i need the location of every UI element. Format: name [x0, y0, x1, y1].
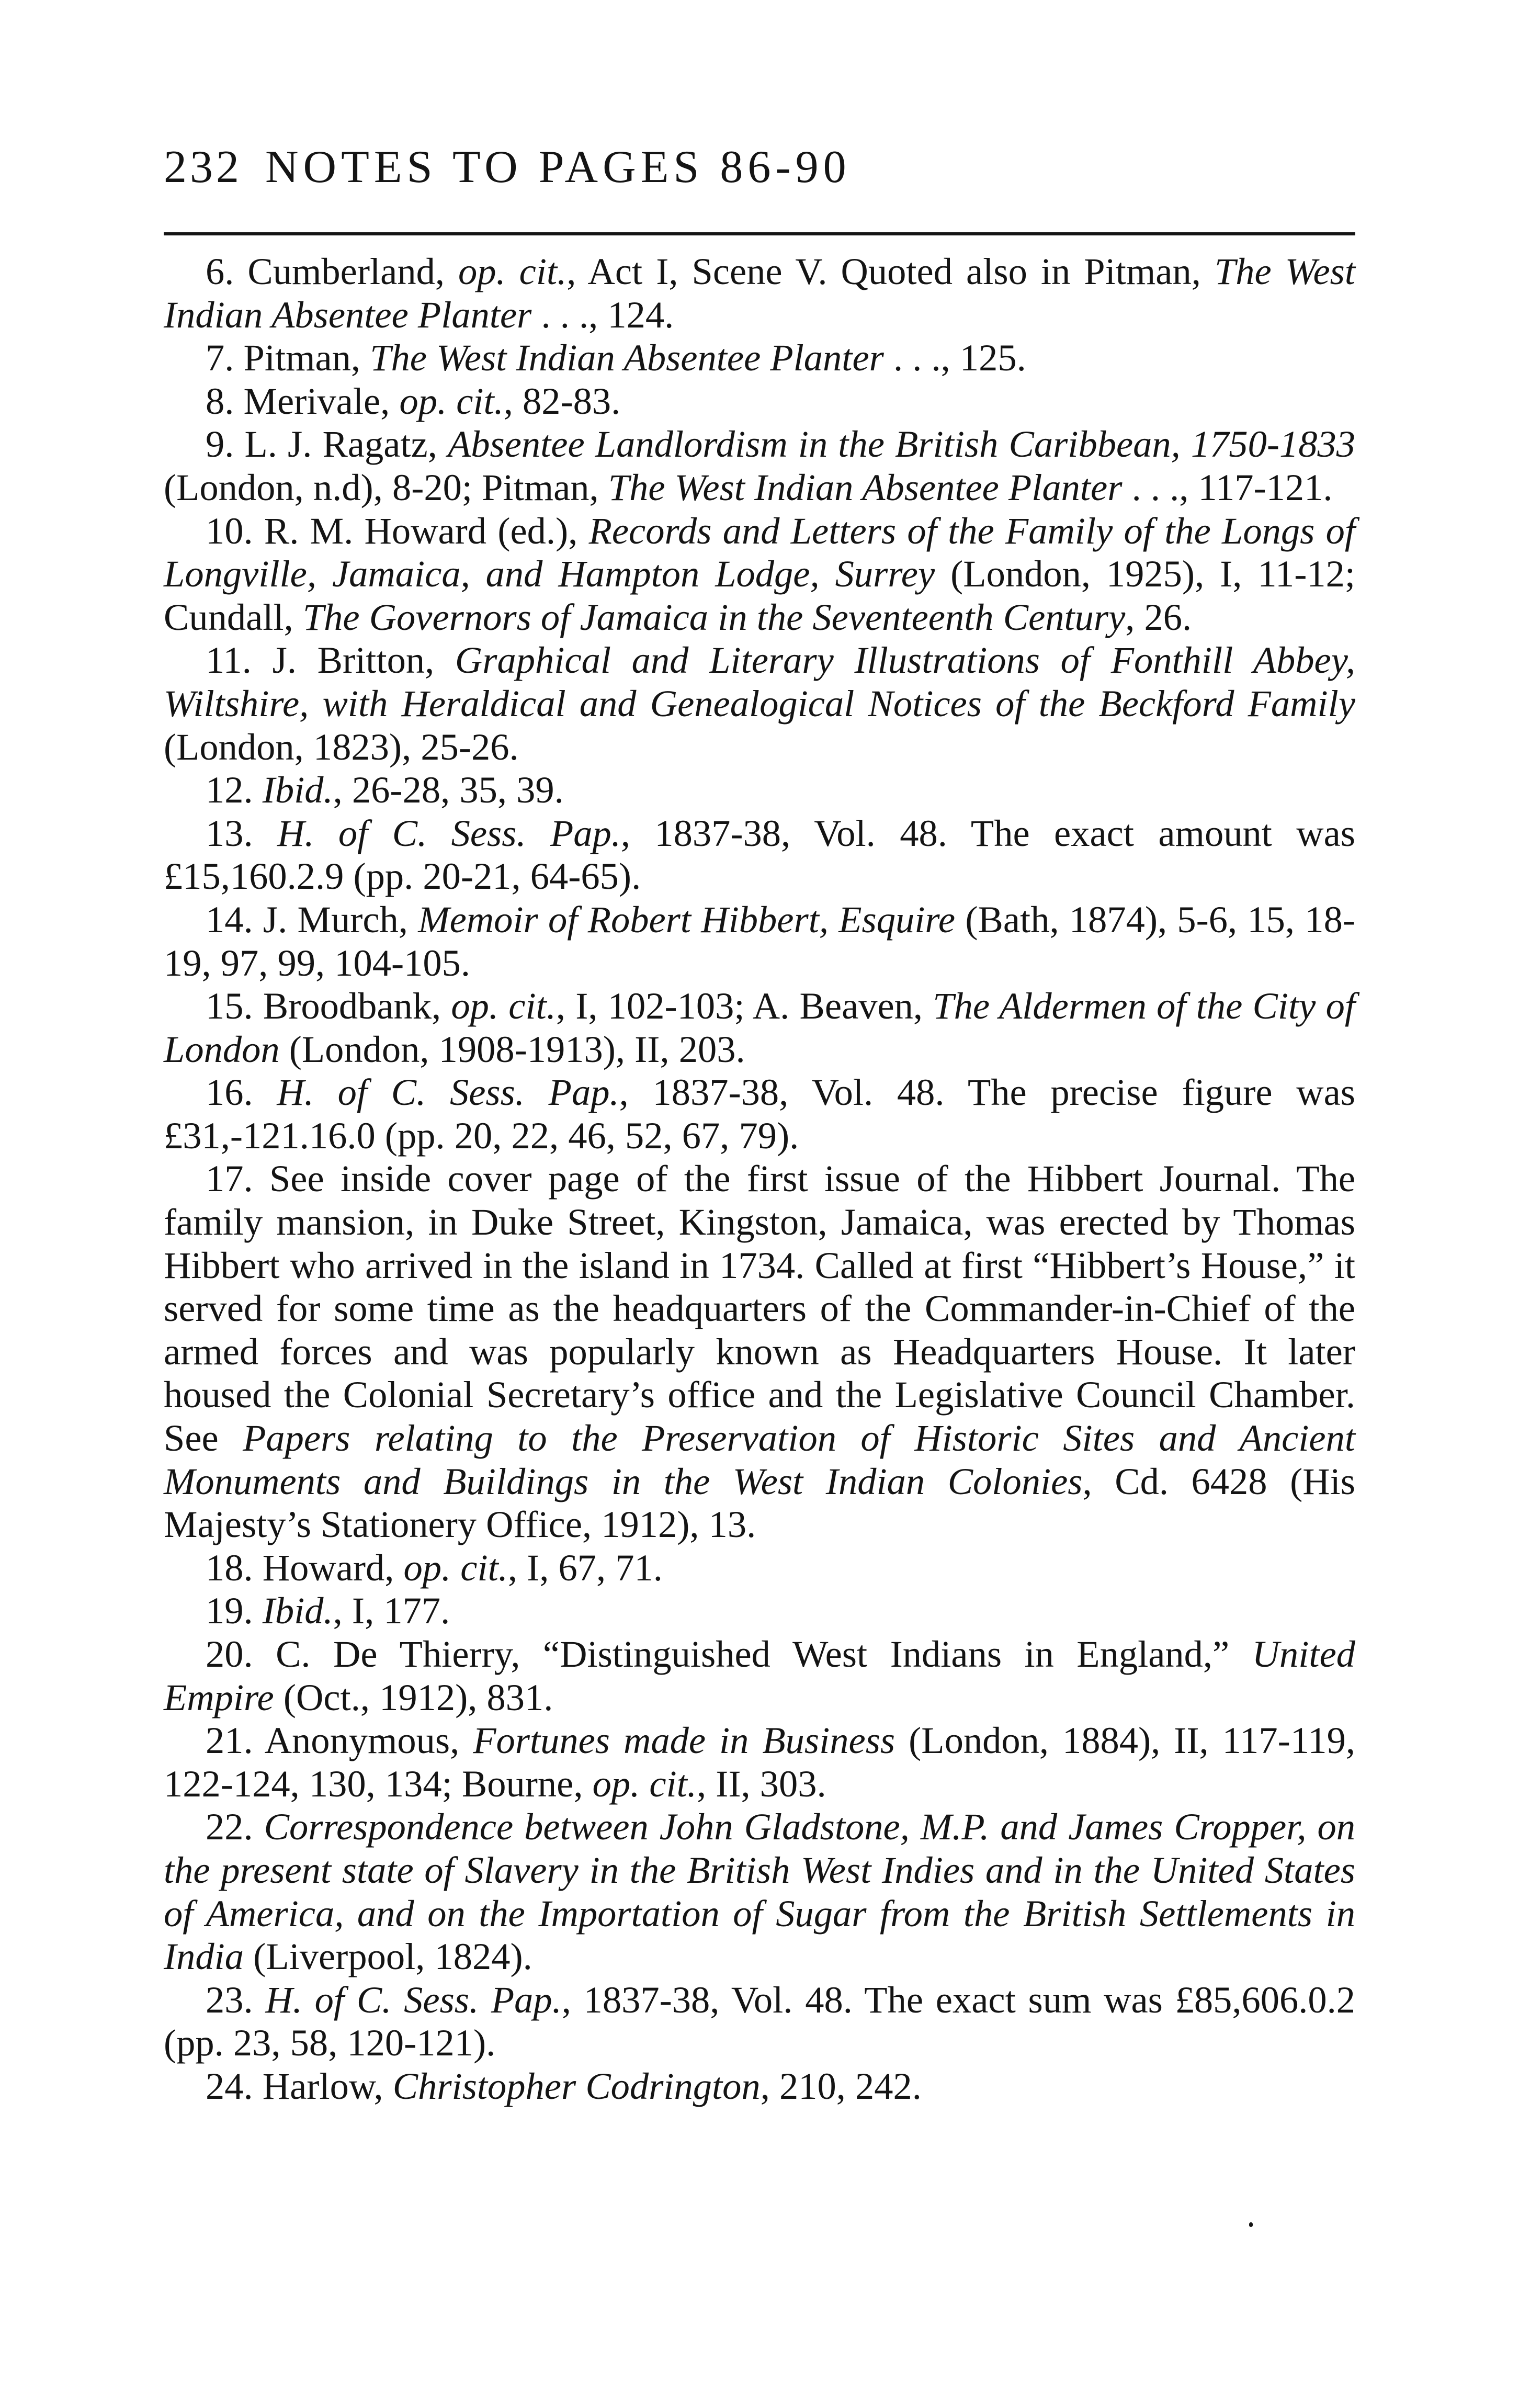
note-italic-text: H. of C. Sess. Pap.	[277, 1071, 619, 1114]
note-italic-text: United Empire	[164, 1633, 1355, 1719]
note-text: (Liverpool, 1824).	[244, 1935, 532, 1978]
note-10	[164, 510, 1355, 639]
note-text: (London, 1884), II, 117-119, 122-124, 130, 134; Bourne,	[164, 1719, 1355, 1805]
note-text: , I, 177.	[333, 1589, 450, 1632]
note-text: (London, 1908-1913), II, 203.	[279, 1027, 745, 1070]
note-text: , 26-28, 35, 39.	[333, 768, 564, 811]
note-italic-text: The West Indian Absentee Planter	[164, 250, 1355, 336]
note-text: 20. C. De Thierry, “Distinguished West Indians in England,”	[206, 1633, 1252, 1675]
note-text: 14. J. Murch,	[206, 898, 418, 941]
note-text: 6. Cumberland,	[206, 250, 458, 292]
note-text: 21. Anonymous,	[206, 1719, 473, 1762]
note-7	[164, 336, 1355, 380]
note-text: . . ., 124.	[531, 293, 674, 336]
page-number: 232	[164, 142, 242, 193]
note-italic-text: The Aldermen of the City of London	[164, 985, 1355, 1070]
note-text: . . ., 125.	[883, 336, 1026, 379]
note-text: 13.	[206, 811, 278, 854]
note-text: (Bath, 1874), 5-6, 15, 18-19, 97, 99, 104-105.	[164, 898, 1355, 984]
note-text: , I, 67, 71.	[507, 1546, 663, 1589]
running-title: NOTES TO PAGES 86-90	[265, 142, 851, 193]
note-12	[164, 768, 1355, 812]
note-text: 10. R. M. Howard (ed.),	[206, 509, 589, 552]
note-text: , II, 303.	[696, 1762, 826, 1805]
note-text: 19.	[206, 1589, 263, 1632]
note-italic-text: Ibid.	[262, 768, 333, 811]
note-17	[164, 1157, 1355, 1546]
note-text: , 26.	[1125, 595, 1192, 638]
note-text: 16.	[206, 1071, 277, 1114]
note-22	[164, 1805, 1355, 1978]
running-head	[164, 142, 851, 193]
note-text: , 1837-38, Vol. 48. The precise figure was £31,-121.16.0 (pp. 20, 22, 46, 52, 67, 79).	[164, 1071, 1356, 1157]
note-21	[164, 1719, 1355, 1805]
note-text: 15. Broodbank,	[206, 985, 451, 1027]
note-italic-text: The West Indian Absentee Planter	[608, 466, 1123, 508]
note-text: , 82-83.	[503, 379, 621, 422]
note-text: (Oct., 1912), 831.	[274, 1676, 553, 1719]
note-text: , 1837-38, Vol. 48. The exact amount was £15,160.2.9 (pp. 20-21, 64-65).	[164, 811, 1355, 898]
note-italic-text: Memoir of Robert Hibbert, Esquire	[418, 898, 956, 941]
note-text: (London, 1823), 25-26.	[164, 725, 519, 768]
note-italic-text: op. cit.	[451, 985, 556, 1027]
note-italic-text: op. cit.	[592, 1762, 697, 1805]
note-text: 7. Pitman,	[206, 336, 370, 379]
note-15	[164, 985, 1355, 1071]
stray-mark	[1249, 2222, 1253, 2227]
note-text: 9. L. J. Ragatz,	[206, 423, 448, 466]
note-italic-text: Absentee Landlordism in the British Caribbean, 1750-1833	[447, 423, 1355, 466]
note-text: 22.	[206, 1805, 264, 1848]
note-italic-text: op. cit.	[399, 379, 504, 422]
note-text: (London, 1925), I, 11-12; Cundall,	[164, 552, 1356, 638]
note-italic-text: The Governors of Jamaica in the Seventeenth Century	[302, 595, 1126, 638]
note-text: 17. See inside cover page of the first issue of the Hibbert Journal. The family mansion, in Duke Street, Kingston, Jamaica, was erected by Thomas Hibbert who arrived in the island in 1734. Called at first “Hibbert’s House,” it served for some time as the headquarters of the Commander-in-Chief of the armed forces and was popularly known as Headquarters House. It later housed the Colonial Secretary’s office and the Legislative Council Chamber. See	[164, 1157, 1355, 1460]
note-9	[164, 423, 1355, 509]
note-11	[164, 639, 1355, 768]
note-14	[164, 898, 1355, 985]
notes-list	[164, 250, 1355, 2108]
note-13	[164, 812, 1355, 898]
note-text: , I, 102-103; A. Beaven,	[556, 985, 933, 1027]
note-6	[164, 250, 1355, 336]
note-italic-text: H. of C. Sess. Pap.	[277, 811, 621, 854]
note-italic-text: Records and Letters of the Family of the Longs of Longville, Jamaica, and Hampton Lodge, Surrey	[164, 509, 1355, 595]
note-24	[164, 2065, 1355, 2108]
note-italic-text: Graphical and Literary Illustrations of Fonthill Abbey, Wiltshire, with Heraldical and Genealogical Notices of the Beckford Family	[164, 639, 1355, 725]
note-italic-text: Fortunes made in Business	[473, 1719, 895, 1762]
note-23	[164, 1979, 1355, 2065]
note-text: 24. Harlow,	[206, 2064, 393, 2107]
note-text: 11. J. Britton,	[206, 639, 455, 682]
note-19	[164, 1589, 1355, 1633]
note-20	[164, 1633, 1355, 1719]
note-text: 12.	[206, 768, 263, 811]
note-text: 23.	[206, 1978, 266, 2021]
note-italic-text: The West Indian Absentee Planter	[370, 336, 884, 379]
note-8	[164, 380, 1355, 423]
note-text: , 210, 242.	[760, 2064, 922, 2107]
note-italic-text: Papers relating to the Preservation of Historic Sites and Ancient Monuments and Buildings in the West Indian Colonies	[164, 1417, 1355, 1502]
note-16	[164, 1071, 1355, 1157]
note-text: 8. Merivale,	[206, 379, 400, 422]
note-text: , Cd. 6428 (His Majesty’s Stationery Office, 1912), 13.	[164, 1460, 1355, 1546]
note-text: . . ., 117-121.	[1122, 466, 1333, 508]
note-italic-text: Christopher Codrington	[392, 2064, 761, 2107]
note-italic-text: op. cit.	[403, 1546, 508, 1589]
note-text: , 1837-38, Vol. 48. The exact sum was £85,606.0.2 (pp. 23, 58, 120-121).	[164, 1978, 1356, 2064]
note-text: 18. Howard,	[206, 1546, 404, 1589]
header-rule	[164, 232, 1355, 235]
note-text: (London, n.d), 8-20; Pitman,	[164, 466, 608, 508]
note-italic-text: Correspondence between John Gladstone, M.P. and James Cropper, on the present state of Slavery in the British West Indies and in the United States of America, and on the Importation of Sugar from the British Settlements in India	[164, 1805, 1356, 1978]
note-text: , Act I, Scene V. Quoted also in Pitman,	[566, 250, 1215, 292]
note-italic-text: Ibid.	[262, 1589, 333, 1632]
note-18	[164, 1546, 1355, 1590]
note-italic-text: op. cit.	[458, 250, 567, 292]
note-italic-text: H. of C. Sess. Pap.	[265, 1978, 562, 2021]
